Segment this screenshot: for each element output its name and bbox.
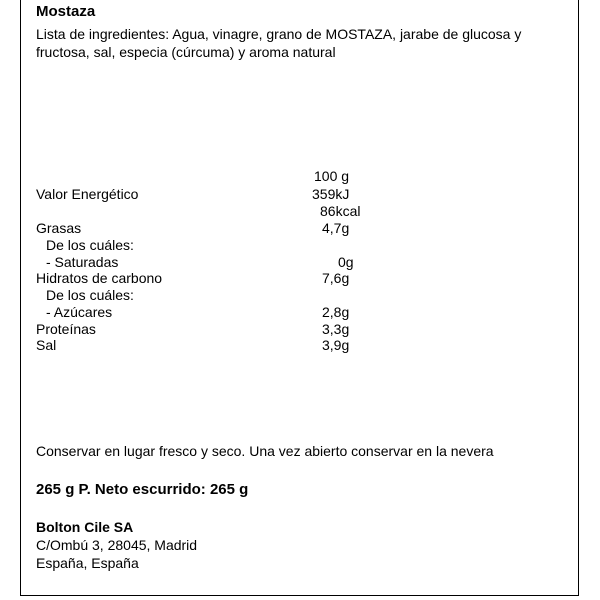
nutrition-label-of-which-2: De los cuáles:	[46, 287, 134, 303]
nutrition-label-energy: Valor Energético	[36, 186, 139, 202]
ingredients-line-1: Lista de ingredientes: Agua, vinagre, grano de MOSTAZA, jarabe de glucosa y	[36, 26, 522, 42]
nutrition-label-saturated: - Saturadas	[46, 254, 119, 270]
nutrition-label-of-which-1: De los cuáles:	[46, 237, 134, 253]
nutrition-value-salt: 3,9g	[322, 337, 350, 353]
manufacturer-address: C/Ombú 3, 28045, Madrid	[36, 537, 198, 553]
nutrition-value-saturated: 0g	[338, 254, 354, 270]
storage-instructions: Conservar en lugar fresco y seco. Una vez abierto conservar en la nevera	[36, 443, 494, 459]
nutrition-label-protein: Proteínas	[36, 321, 96, 337]
manufacturer-name: Bolton Cile SA	[36, 519, 134, 535]
nutrition-value-sugars: 2,8g	[322, 304, 350, 320]
product-title: Mostaza	[36, 3, 96, 20]
ingredients-line-2: fructosa, sal, especia (cúrcuma) y aroma natural	[36, 44, 336, 60]
net-weight: 265 g P. Neto escurrido: 265 g	[36, 481, 249, 498]
nutrition-value-protein: 3,3g	[322, 321, 350, 337]
nutrition-label-sugars: - Azúcares	[46, 304, 113, 320]
nutrition-label-fat: Grasas	[36, 220, 82, 236]
manufacturer-country: España, España	[36, 555, 139, 571]
nutrition-column-header: 100 g	[314, 168, 350, 184]
nutrition-value-carbs: 7,6g	[322, 270, 350, 286]
nutrition-label-salt: Sal	[36, 337, 57, 353]
nutrition-value-kcal: 86kcal	[320, 203, 361, 219]
nutrition-value-kj: 359kJ	[312, 186, 350, 202]
nutrition-value-fat: 4,7g	[322, 220, 350, 236]
nutrition-label-carbs: Hidratos de carbono	[36, 270, 163, 286]
